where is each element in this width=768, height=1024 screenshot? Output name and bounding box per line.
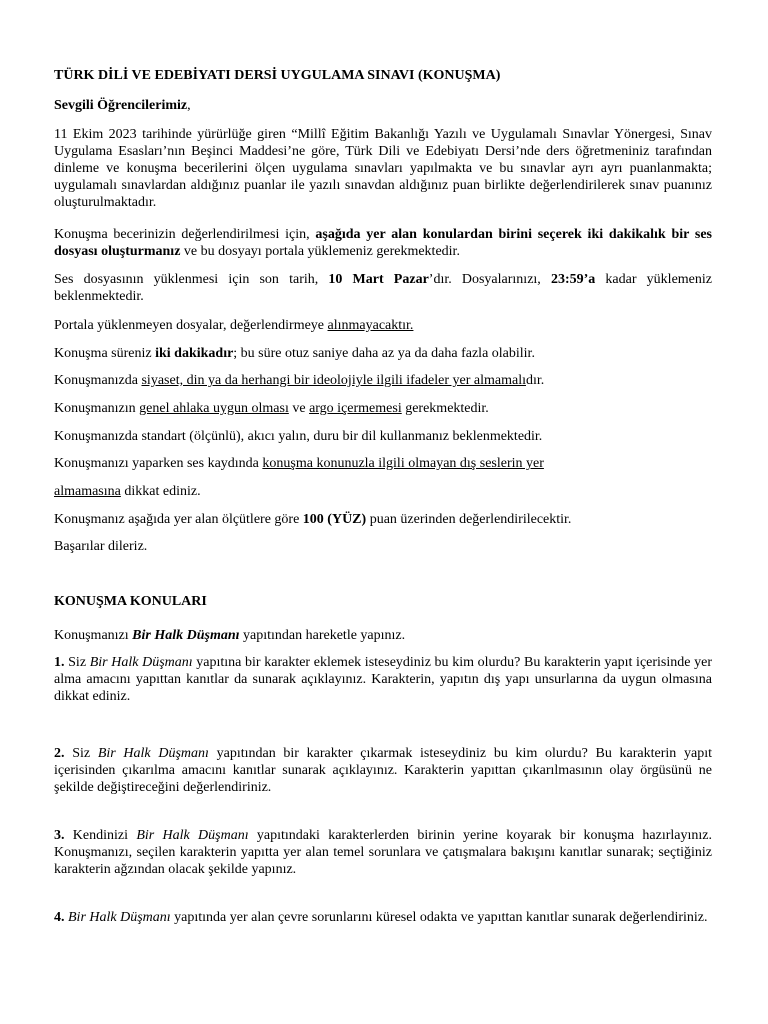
skill-text-a: Konuşma becerinizin değerlendirilmesi için, xyxy=(54,227,316,242)
ethics-text-c: ve xyxy=(288,401,310,416)
deadline-time: 23:59’a xyxy=(550,272,596,287)
portal-paragraph xyxy=(54,317,712,334)
score-text-a: Konuşmanız aşağıda yer alan ölçütlere göre xyxy=(54,512,303,527)
ethics-text-underlined-2: argo içermemesi xyxy=(309,401,402,416)
topic-work-title: Bir Halk Düşmanı xyxy=(97,746,209,761)
politics-paragraph xyxy=(54,372,712,389)
score-value: 100 (YÜZ) xyxy=(302,512,367,527)
topic-number: 3. xyxy=(54,828,65,843)
greeting-text: Sevgili Öğrencilerimiz xyxy=(54,98,188,113)
topic-item-4 xyxy=(54,909,712,926)
standard-paragraph: Konuşmanızda standart (ölçünlü), akıcı yalın, duru bir dil kullanmanız beklenmektedir. xyxy=(54,429,543,444)
politics-text-underlined: siyaset, din ya da herhangi bir ideolojiyle ilgili ifadeler yer almamalı xyxy=(141,373,526,388)
portal-text-underlined: alınmayacaktır. xyxy=(327,318,414,333)
score-paragraph xyxy=(54,511,712,528)
topic-item-1 xyxy=(54,654,712,705)
ethics-text-a: Konuşmanızın xyxy=(54,401,140,416)
topic-text-post: yapıtındaki karakterlerden birinin yerine koyarak bir konuşma hazırlayınız. Konuşmanızı, seçilen karakterin yapıtta yer alan temel sorunlara ve çatışmalara bakışını kanıtlar sunarak; seçtiğiniz karakterin ağzından olacak şekilde yapınız. xyxy=(54,828,712,877)
topic-number: 2. xyxy=(54,746,65,761)
topic-text-post: yapıtına bir karakter eklemek isteseydiniz bu kim olurdu? Bu karakterin yapıt içerisinde yer alma amacını yapıttan kanıtlar da sunarak açıklayınız. Karakterin, yapıtın dış yapı unsurlarına da uygun olmasına dikkat ediniz. xyxy=(54,655,712,704)
topics-intro-text-a: Konuşmanızı xyxy=(54,628,133,643)
noise-text-d: dikkat ediniz. xyxy=(120,484,201,499)
noise-text-underlined: konuşma konunuzla ilgili olmayan dış seslerin yer xyxy=(262,456,544,471)
topic-item-3 xyxy=(54,827,712,878)
skill-paragraph xyxy=(54,226,712,260)
work-title: Bir Halk Düşmanı xyxy=(132,628,240,643)
deadline-text-e: kadar yüklemeniz beklenmektedir. xyxy=(54,272,712,304)
topic-text-post: yapıtında yer alan çevre sorunlarını küresel odakta ve yapıttan kanıtlar sunarak değerlendiriniz. xyxy=(170,910,708,925)
topic-text-pre: Siz xyxy=(64,746,98,761)
duration-text-a: Konuşma süreniz xyxy=(54,346,156,361)
noise-paragraph-line2 xyxy=(54,483,712,500)
skill-text-c: ve bu dosyayı portala yüklemeniz gerekmektedir. xyxy=(180,244,460,259)
topic-text-post: yapıtından bir karakter çıkarmak isteseydiniz bu kim olurdu? Bu karakterin yapıt içerisinden çıkarılma amacını kanıtlar sunarak açıklayınız. Karakterin yapıttan çıkarılmasının olay örgüsünü ne şekilde değiştireceğini değerlendiriniz. xyxy=(54,746,713,795)
topic-work-title: Bir Halk Düşmanı xyxy=(89,655,193,670)
politics-text-a: Konuşmanızda xyxy=(54,373,142,388)
deadline-text-a: Ses dosyasının yüklenmesi için son tarih, xyxy=(54,272,329,287)
politics-text-c: dır. xyxy=(525,373,545,388)
document-title: TÜRK DİLİ VE EDEBİYATI DERSİ UYGULAMA SINAVI (KONUŞMA) xyxy=(54,68,501,83)
intro-paragraph: 11 Ekim 2023 tarihinde yürürlüğe giren “Millî Eğitim Bakanlığı Yazılı ve Uygulamalı Sınavlar Yönergesi, Sınav Uygulama Esasları’nın Beşinci Maddesi’ne göre, Türk Dili ve Edebiyatı Dersi’nde ders öğretmeniniz tarafından dinleme ve konuşma becerilerini ölçen uygulama sınavları yapılmakta ve bu sınavlar ayrı ayrı puanlanmakta; uygulamalı sınavlardan aldığınız puanlar ile yazılı sınavdan aldığınız puan birlikte değerlendirilerek sınav puanınız oluşturulmaktadır. xyxy=(54,127,712,210)
ethics-text-underlined-1: genel ahlaka uygun olması xyxy=(139,401,289,416)
portal-text-a: Portala yüklenmeyen dosyalar, değerlendirmeye xyxy=(54,318,328,333)
topics-intro-text-c: yapıtından hareketle yapınız. xyxy=(239,628,406,643)
ethics-text-e: gerekmektedir. xyxy=(401,401,489,416)
topic-work-title: Bir Halk Düşmanı xyxy=(136,828,249,843)
topic-number: 1. xyxy=(54,655,65,670)
noise-text-a: Konuşmanızı yaparken ses kaydında xyxy=(54,456,263,471)
deadline-paragraph xyxy=(54,271,712,305)
topics-heading: KONUŞMA KONULARI xyxy=(54,594,207,609)
topic-text-pre: Kendinizi xyxy=(64,828,137,843)
topic-work-title: Bir Halk Düşmanı xyxy=(68,910,171,925)
ethics-paragraph xyxy=(54,400,712,417)
topic-number: 4. xyxy=(54,910,65,925)
score-text-c: puan üzerinden değerlendirilecektir. xyxy=(366,512,572,527)
duration-text-bold: iki dakikadır xyxy=(155,346,234,361)
deadline-text-c: ’dır. Dosyalarınızı, xyxy=(428,272,551,287)
duration-text-c: ; bu süre otuz saniye daha az ya da daha fazla olabilir. xyxy=(233,346,535,361)
noise-text-underlined-2: almamasına xyxy=(54,484,121,499)
wishes-paragraph: Başarılar dileriz. xyxy=(54,539,148,554)
topics-intro xyxy=(54,627,712,644)
greeting xyxy=(54,97,712,114)
topic-text-pre: Siz xyxy=(64,655,90,670)
noise-paragraph-line1 xyxy=(54,455,712,472)
deadline-date: 10 Mart Pazar xyxy=(328,272,429,287)
duration-paragraph xyxy=(54,345,712,362)
skill-text-bold: aşağıda yer alan konulardan birini seçerek iki dakikalık bir ses dosyası oluşturmanız xyxy=(54,227,713,259)
greeting-comma: , xyxy=(187,98,191,113)
topic-item-2 xyxy=(54,745,712,796)
